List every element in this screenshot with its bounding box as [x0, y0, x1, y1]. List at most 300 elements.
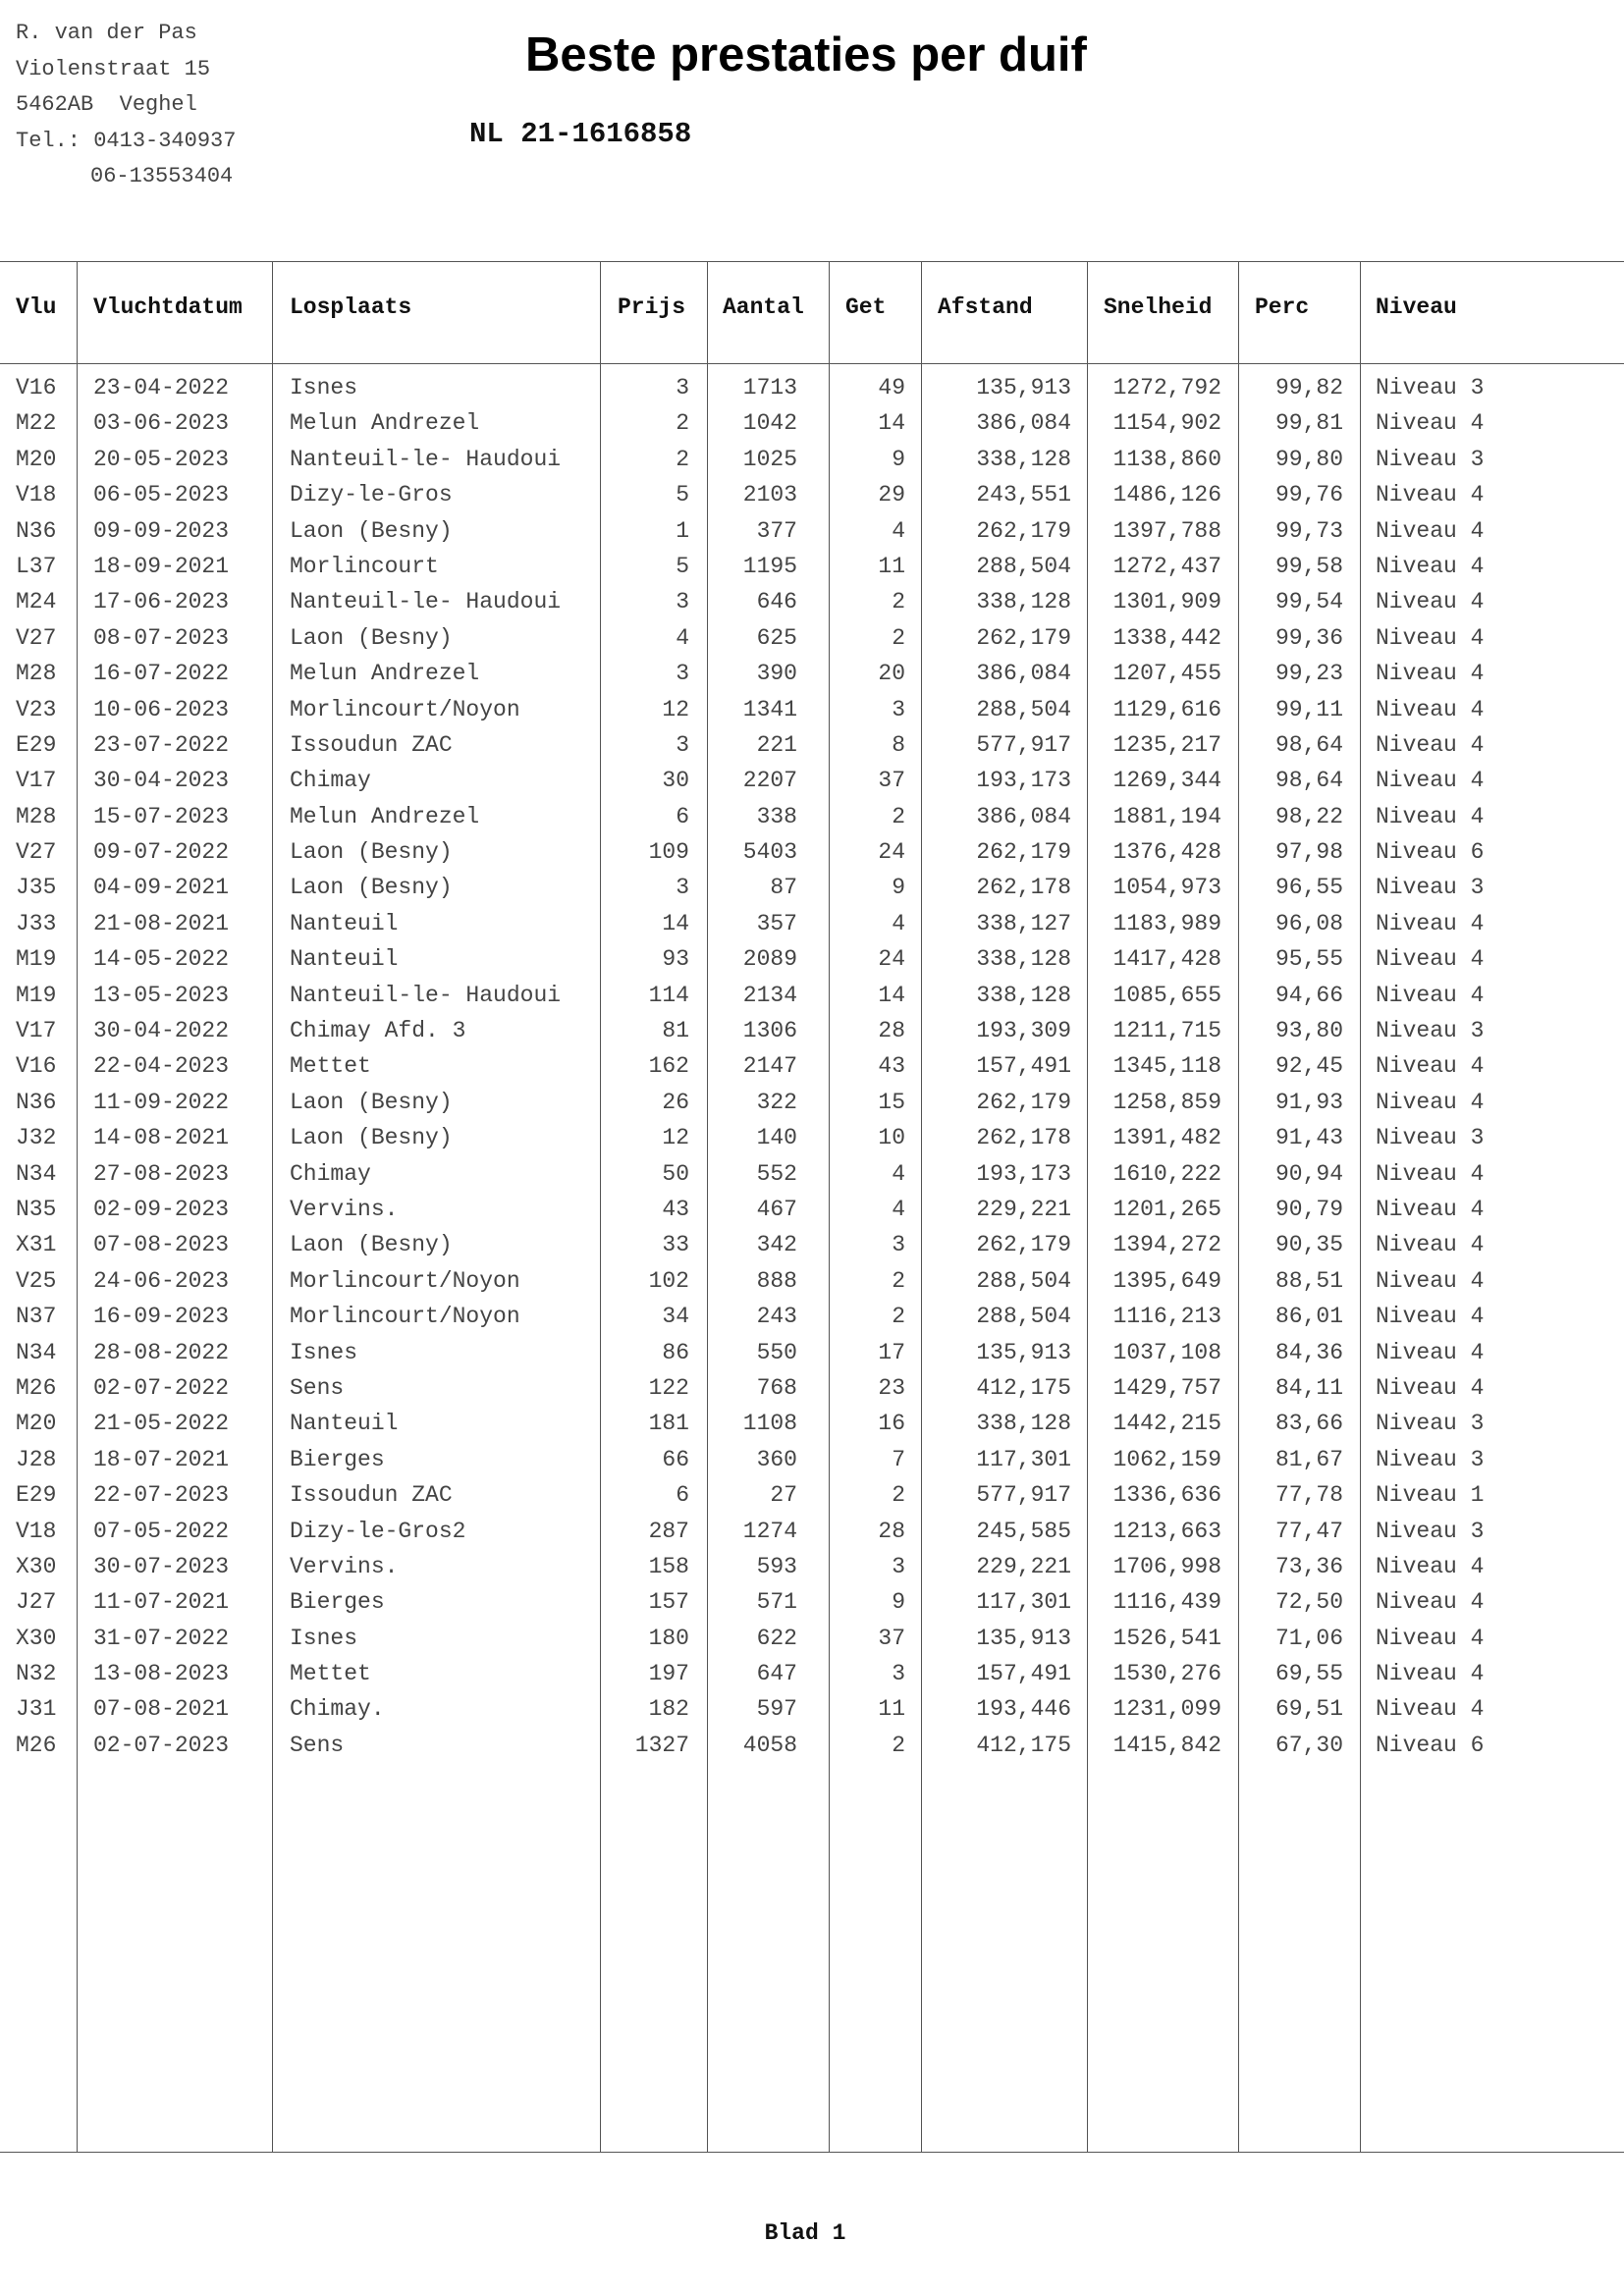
cell-get: 23 — [878, 1374, 905, 1401]
cell-losplaats: Isnes — [290, 375, 358, 400]
cell-vlu: V27 — [16, 624, 57, 651]
cell-perc: 91,93 — [1274, 1089, 1343, 1115]
cell-aantal: 597 — [756, 1696, 797, 1723]
cell-niveau: Niveau 4 — [1376, 661, 1485, 687]
cell-vlu: M19 — [16, 946, 57, 973]
cell-get: 9 — [892, 446, 905, 472]
cell-niveau: Niveau 4 — [1376, 410, 1485, 437]
table-row — [0, 1514, 1624, 1549]
cell-vluchtdatum: 07-08-2023 — [93, 1232, 230, 1258]
cell-snelheid: 1154,902 — [1112, 410, 1221, 437]
cell-afstand: 412,175 — [976, 1374, 1071, 1401]
cell-get: 2 — [892, 1267, 905, 1294]
cell-perc: 99,76 — [1274, 482, 1343, 508]
cell-aantal: 2207 — [742, 768, 797, 794]
cell-losplaats: Morlincourt/Noyon — [290, 696, 520, 722]
cell-niveau: Niveau 4 — [1376, 1696, 1485, 1723]
cell-get: 9 — [892, 875, 905, 901]
cell-afstand: 262,179 — [976, 624, 1071, 651]
cell-aantal: 2103 — [742, 482, 797, 508]
ring-number: NL 21-1616858 — [469, 118, 692, 150]
cell-vlu: M24 — [16, 589, 57, 615]
cell-perc: 71,06 — [1274, 1625, 1343, 1651]
cell-losplaats: Vervins. — [290, 1196, 399, 1222]
cell-vlu: J35 — [16, 875, 57, 901]
cell-afstand: 117,301 — [976, 1446, 1071, 1472]
table-row — [0, 370, 1624, 405]
table-row — [0, 763, 1624, 798]
cell-prijs: 34 — [662, 1304, 689, 1330]
cell-afstand: 229,221 — [976, 1196, 1071, 1222]
cell-get: 2 — [892, 1732, 905, 1758]
cell-snelheid: 1336,636 — [1112, 1482, 1221, 1509]
cell-vluchtdatum: 27-08-2023 — [93, 1160, 230, 1187]
cell-perc: 77,78 — [1274, 1482, 1343, 1509]
cell-niveau: Niveau 4 — [1376, 1339, 1485, 1365]
cell-afstand: 288,504 — [976, 1304, 1071, 1330]
cell-vlu: J32 — [16, 1125, 57, 1151]
cell-prijs: 287 — [648, 1518, 689, 1544]
cell-snelheid: 1054,973 — [1112, 875, 1221, 901]
cell-niveau: Niveau 4 — [1376, 589, 1485, 615]
cell-vluchtdatum: 24-06-2023 — [93, 1267, 230, 1294]
cell-snelheid: 1258,859 — [1112, 1089, 1221, 1115]
cell-perc: 91,43 — [1274, 1125, 1343, 1151]
column-header-snelheid: Snelheid — [1104, 294, 1213, 320]
cell-perc: 99,73 — [1274, 517, 1343, 544]
cell-niveau: Niveau 4 — [1376, 982, 1485, 1008]
cell-aantal: 647 — [756, 1661, 797, 1687]
cell-vlu: V25 — [16, 1267, 57, 1294]
cell-prijs: 3 — [676, 875, 689, 901]
cell-vluchtdatum: 11-09-2022 — [93, 1089, 230, 1115]
cell-prijs: 5 — [676, 553, 689, 579]
cell-get: 24 — [878, 946, 905, 973]
cell-get: 3 — [892, 1661, 905, 1687]
cell-losplaats: Laon (Besny) — [290, 624, 453, 651]
column-header-get: Get — [845, 294, 887, 320]
table-row — [0, 870, 1624, 905]
cell-vluchtdatum: 07-05-2022 — [93, 1518, 230, 1544]
cell-vlu: N35 — [16, 1196, 57, 1222]
cell-vluchtdatum: 13-05-2023 — [93, 982, 230, 1008]
address-phone: Tel.: 0413-340937 — [16, 128, 237, 153]
cell-snelheid: 1429,757 — [1112, 1374, 1221, 1401]
cell-niveau: Niveau 4 — [1376, 624, 1485, 651]
cell-vluchtdatum: 08-07-2023 — [93, 624, 230, 651]
cell-losplaats: Sens — [290, 1732, 345, 1758]
cell-prijs: 181 — [648, 1411, 689, 1437]
cell-perc: 99,23 — [1274, 661, 1343, 687]
cell-prijs: 14 — [662, 910, 689, 936]
cell-vlu: V16 — [16, 1053, 57, 1080]
cell-losplaats: Laon (Besny) — [290, 839, 453, 866]
cell-afstand: 245,585 — [976, 1518, 1071, 1544]
cell-vlu: N32 — [16, 1661, 57, 1687]
cell-afstand: 577,917 — [976, 1482, 1071, 1509]
cell-losplaats: Nanteuil — [290, 1411, 399, 1437]
cell-afstand: 412,175 — [976, 1732, 1071, 1758]
cell-snelheid: 1301,909 — [1112, 589, 1221, 615]
cell-prijs: 12 — [662, 696, 689, 722]
cell-vlu: N36 — [16, 1089, 57, 1115]
cell-afstand: 577,917 — [976, 731, 1071, 758]
cell-afstand: 338,128 — [976, 589, 1071, 615]
cell-losplaats: Morlincourt — [290, 553, 439, 579]
cell-niveau: Niveau 3 — [1376, 1518, 1485, 1544]
cell-vlu: J33 — [16, 910, 57, 936]
column-header-prijs: Prijs — [618, 294, 686, 320]
cell-niveau: Niveau 4 — [1376, 1553, 1485, 1579]
cell-afstand: 157,491 — [976, 1053, 1071, 1080]
cell-perc: 98,64 — [1274, 731, 1343, 758]
cell-prijs: 162 — [648, 1053, 689, 1080]
column-header-aantal: Aantal — [723, 294, 804, 320]
cell-vluchtdatum: 30-07-2023 — [93, 1553, 230, 1579]
cell-prijs: 1327 — [634, 1732, 689, 1758]
cell-snelheid: 1213,663 — [1112, 1518, 1221, 1544]
cell-get: 4 — [892, 517, 905, 544]
cell-afstand: 262,179 — [976, 1232, 1071, 1258]
cell-snelheid: 1235,217 — [1112, 731, 1221, 758]
table-row — [0, 1621, 1624, 1656]
cell-snelheid: 1183,989 — [1112, 910, 1221, 936]
cell-niveau: Niveau 4 — [1376, 517, 1485, 544]
cell-afstand: 157,491 — [976, 1661, 1071, 1687]
cell-aantal: 27 — [770, 1482, 797, 1509]
cell-prijs: 180 — [648, 1625, 689, 1651]
cell-vluchtdatum: 30-04-2022 — [93, 1018, 230, 1044]
cell-afstand: 243,551 — [976, 482, 1071, 508]
cell-aantal: 571 — [756, 1589, 797, 1616]
address-city: 5462AB Veghel — [16, 92, 197, 117]
cell-snelheid: 1391,482 — [1112, 1125, 1221, 1151]
cell-afstand: 262,178 — [976, 1125, 1071, 1151]
cell-vluchtdatum: 20-05-2023 — [93, 446, 230, 472]
cell-niveau: Niveau 4 — [1376, 946, 1485, 973]
cell-niveau: Niveau 3 — [1376, 875, 1485, 901]
cell-afstand: 193,446 — [976, 1696, 1071, 1723]
cell-aantal: 5403 — [742, 839, 797, 866]
cell-perc: 84,36 — [1274, 1339, 1343, 1365]
cell-perc: 97,98 — [1274, 839, 1343, 866]
cell-snelheid: 1376,428 — [1112, 839, 1221, 866]
cell-vluchtdatum: 23-07-2022 — [93, 731, 230, 758]
cell-get: 3 — [892, 696, 905, 722]
cell-afstand: 288,504 — [976, 1267, 1071, 1294]
cell-snelheid: 1272,792 — [1112, 375, 1221, 400]
cell-aantal: 243 — [756, 1304, 797, 1330]
cell-aantal: 342 — [756, 1232, 797, 1258]
cell-aantal: 1195 — [742, 553, 797, 579]
cell-vlu: J27 — [16, 1589, 57, 1616]
cell-prijs: 102 — [648, 1267, 689, 1294]
cell-losplaats: Mettet — [290, 1661, 371, 1687]
cell-niveau: Niveau 3 — [1376, 1411, 1485, 1437]
table-row — [0, 1406, 1624, 1441]
cell-get: 37 — [878, 768, 905, 794]
cell-afstand: 262,179 — [976, 517, 1071, 544]
table-row — [0, 620, 1624, 656]
table-row — [0, 1299, 1624, 1334]
table-row — [0, 1370, 1624, 1406]
cell-snelheid: 1345,118 — [1112, 1053, 1221, 1080]
cell-perc: 84,11 — [1274, 1374, 1343, 1401]
cell-snelheid: 1231,099 — [1112, 1696, 1221, 1723]
cell-losplaats: Chimay. — [290, 1696, 385, 1723]
cell-vlu: L37 — [16, 553, 57, 579]
cell-vlu: N37 — [16, 1304, 57, 1330]
cell-get: 4 — [892, 1196, 905, 1222]
cell-perc: 92,45 — [1274, 1053, 1343, 1080]
cell-aantal: 467 — [756, 1196, 797, 1222]
cell-get: 14 — [878, 982, 905, 1008]
cell-perc: 73,36 — [1274, 1553, 1343, 1579]
cell-afstand: 338,128 — [976, 446, 1071, 472]
cell-aantal: 1042 — [742, 410, 797, 437]
cell-perc: 93,80 — [1274, 1018, 1343, 1044]
cell-vlu: X31 — [16, 1232, 57, 1258]
cell-snelheid: 1394,272 — [1112, 1232, 1221, 1258]
cell-niveau: Niveau 4 — [1376, 1196, 1485, 1222]
cell-niveau: Niveau 6 — [1376, 839, 1485, 866]
cell-get: 43 — [878, 1053, 905, 1080]
cell-snelheid: 1530,276 — [1112, 1661, 1221, 1687]
cell-prijs: 109 — [648, 839, 689, 866]
cell-perc: 90,79 — [1274, 1196, 1343, 1222]
cell-vluchtdatum: 13-08-2023 — [93, 1661, 230, 1687]
cell-perc: 99,11 — [1274, 696, 1343, 722]
cell-prijs: 3 — [676, 731, 689, 758]
cell-niveau: Niveau 4 — [1376, 1625, 1485, 1651]
cell-snelheid: 1116,439 — [1112, 1589, 1221, 1616]
cell-snelheid: 1706,998 — [1112, 1553, 1221, 1579]
table-row — [0, 1085, 1624, 1120]
cell-aantal: 140 — [756, 1125, 797, 1151]
cell-snelheid: 1129,616 — [1112, 696, 1221, 722]
cell-aantal: 622 — [756, 1625, 797, 1651]
cell-prijs: 12 — [662, 1125, 689, 1151]
cell-perc: 96,55 — [1274, 875, 1343, 901]
cell-vluchtdatum: 17-06-2023 — [93, 589, 230, 615]
cell-perc: 95,55 — [1274, 946, 1343, 973]
cell-aantal: 550 — [756, 1339, 797, 1365]
cell-losplaats: Nanteuil-le- Haudoui — [290, 589, 562, 615]
cell-aantal: 322 — [756, 1089, 797, 1115]
cell-aantal: 1274 — [742, 1518, 797, 1544]
cell-vluchtdatum: 02-07-2022 — [93, 1374, 230, 1401]
page-number: Blad 1 — [764, 2220, 846, 2246]
cell-vlu: V27 — [16, 839, 57, 866]
cell-prijs: 33 — [662, 1232, 689, 1258]
table-row — [0, 549, 1624, 584]
cell-afstand: 338,128 — [976, 946, 1071, 973]
cell-snelheid: 1397,788 — [1112, 517, 1221, 544]
cell-vlu: M22 — [16, 410, 57, 437]
cell-snelheid: 1338,442 — [1112, 624, 1221, 651]
table-row — [0, 978, 1624, 1013]
cell-snelheid: 1138,860 — [1112, 446, 1221, 472]
cell-get: 2 — [892, 1304, 905, 1330]
cell-prijs: 157 — [648, 1589, 689, 1616]
cell-get: 9 — [892, 1589, 905, 1616]
cell-vluchtdatum: 06-05-2023 — [93, 482, 230, 508]
table-row — [0, 941, 1624, 977]
cell-afstand: 135,913 — [976, 1339, 1071, 1365]
cell-losplaats: Laon (Besny) — [290, 1125, 453, 1151]
cell-get: 16 — [878, 1411, 905, 1437]
table-row — [0, 1549, 1624, 1584]
cell-vluchtdatum: 30-04-2023 — [93, 768, 230, 794]
cell-prijs: 182 — [648, 1696, 689, 1723]
cell-niveau: Niveau 3 — [1376, 1018, 1485, 1044]
sender-address — [16, 16, 236, 195]
cell-losplaats: Isnes — [290, 1339, 358, 1365]
cell-vluchtdatum: 18-09-2021 — [93, 553, 230, 579]
cell-vlu: V18 — [16, 1518, 57, 1544]
cell-snelheid: 1526,541 — [1112, 1625, 1221, 1651]
cell-vluchtdatum: 09-09-2023 — [93, 517, 230, 544]
cell-perc: 81,67 — [1274, 1446, 1343, 1472]
cell-afstand: 262,178 — [976, 875, 1071, 901]
cell-get: 49 — [878, 375, 905, 400]
cell-get: 2 — [892, 624, 905, 651]
column-header-afstand: Afstand — [938, 294, 1033, 320]
results-table-body — [0, 370, 1624, 1763]
cell-afstand: 386,084 — [976, 803, 1071, 829]
cell-afstand: 262,179 — [976, 1089, 1071, 1115]
cell-vlu: N34 — [16, 1339, 57, 1365]
cell-vlu: E29 — [16, 731, 57, 758]
cell-get: 28 — [878, 1018, 905, 1044]
cell-niveau: Niveau 4 — [1376, 1267, 1485, 1294]
cell-get: 8 — [892, 731, 905, 758]
cell-perc: 99,81 — [1274, 410, 1343, 437]
cell-perc: 77,47 — [1274, 1518, 1343, 1544]
cell-losplaats: Issoudun ZAC — [290, 731, 453, 758]
cell-perc: 72,50 — [1274, 1589, 1343, 1616]
cell-niveau: Niveau 4 — [1376, 1304, 1485, 1330]
cell-losplaats: Chimay Afd. 3 — [290, 1018, 466, 1044]
cell-losplaats: Bierges — [290, 1446, 385, 1472]
cell-niveau: Niveau 3 — [1376, 446, 1485, 472]
table-row — [0, 405, 1624, 441]
cell-prijs: 158 — [648, 1553, 689, 1579]
cell-aantal: 221 — [756, 731, 797, 758]
cell-prijs: 197 — [648, 1661, 689, 1687]
cell-prijs: 6 — [676, 803, 689, 829]
cell-snelheid: 1085,655 — [1112, 982, 1221, 1008]
cell-niveau: Niveau 4 — [1376, 696, 1485, 722]
column-header-vlu: Vlu — [16, 294, 57, 320]
cell-perc: 99,54 — [1274, 589, 1343, 615]
cell-losplaats: Isnes — [290, 1625, 358, 1651]
cell-losplaats: Morlincourt/Noyon — [290, 1304, 520, 1330]
cell-perc: 67,30 — [1274, 1732, 1343, 1758]
table-row — [0, 692, 1624, 727]
cell-vluchtdatum: 15-07-2023 — [93, 803, 230, 829]
cell-vluchtdatum: 22-04-2023 — [93, 1053, 230, 1080]
cell-vlu: V23 — [16, 696, 57, 722]
cell-niveau: Niveau 4 — [1376, 1089, 1485, 1115]
cell-prijs: 6 — [676, 1482, 689, 1509]
cell-vlu: V17 — [16, 768, 57, 794]
cell-vlu: J31 — [16, 1696, 57, 1723]
cell-niveau: Niveau 4 — [1376, 1053, 1485, 1080]
cell-vluchtdatum: 02-07-2023 — [93, 1732, 230, 1758]
cell-aantal: 593 — [756, 1553, 797, 1579]
table-row — [0, 1227, 1624, 1262]
cell-vluchtdatum: 10-06-2023 — [93, 696, 230, 722]
cell-snelheid: 1201,265 — [1112, 1196, 1221, 1222]
cell-afstand: 288,504 — [976, 553, 1071, 579]
cell-get: 11 — [878, 1696, 905, 1723]
cell-losplaats: Vervins. — [290, 1553, 399, 1579]
cell-snelheid: 1037,108 — [1112, 1339, 1221, 1365]
cell-vluchtdatum: 14-05-2022 — [93, 946, 230, 973]
cell-prijs: 114 — [648, 982, 689, 1008]
cell-niveau: Niveau 4 — [1376, 768, 1485, 794]
cell-afstand: 193,173 — [976, 768, 1071, 794]
cell-aantal: 1713 — [742, 375, 797, 400]
column-header-vluchtdatum: Vluchtdatum — [93, 294, 243, 320]
cell-niveau: Niveau 4 — [1376, 482, 1485, 508]
cell-afstand: 229,221 — [976, 1553, 1071, 1579]
cell-niveau: Niveau 4 — [1376, 803, 1485, 829]
cell-prijs: 4 — [676, 624, 689, 651]
cell-afstand: 338,127 — [976, 910, 1071, 936]
cell-vlu: N36 — [16, 517, 57, 544]
cell-losplaats: Chimay — [290, 1160, 371, 1187]
table-row — [0, 727, 1624, 763]
cell-losplaats: Laon (Besny) — [290, 1089, 453, 1115]
address-mobile: 06-13553404 — [90, 164, 234, 188]
cell-losplaats: Chimay — [290, 768, 371, 794]
cell-get: 11 — [878, 553, 905, 579]
table-row — [0, 1728, 1624, 1763]
cell-prijs: 86 — [662, 1339, 689, 1365]
cell-prijs: 122 — [648, 1374, 689, 1401]
cell-perc: 99,36 — [1274, 624, 1343, 651]
cell-perc: 86,01 — [1274, 1304, 1343, 1330]
cell-aantal: 87 — [770, 875, 797, 901]
cell-snelheid: 1610,222 — [1112, 1160, 1221, 1187]
cell-prijs: 5 — [676, 482, 689, 508]
table-row — [0, 442, 1624, 477]
cell-niveau: Niveau 3 — [1376, 1446, 1485, 1472]
table-row — [0, 1048, 1624, 1084]
cell-vlu: M19 — [16, 982, 57, 1008]
cell-perc: 99,58 — [1274, 553, 1343, 579]
address-street: Violenstraat 15 — [16, 56, 211, 81]
cell-get: 37 — [878, 1625, 905, 1651]
cell-perc: 99,82 — [1274, 375, 1343, 400]
cell-aantal: 625 — [756, 624, 797, 651]
cell-prijs: 3 — [676, 589, 689, 615]
cell-afstand: 262,179 — [976, 839, 1071, 866]
cell-get: 24 — [878, 839, 905, 866]
cell-snelheid: 1415,842 — [1112, 1732, 1221, 1758]
cell-perc: 90,35 — [1274, 1232, 1343, 1258]
cell-prijs: 50 — [662, 1160, 689, 1187]
cell-snelheid: 1395,649 — [1112, 1267, 1221, 1294]
cell-afstand: 193,173 — [976, 1160, 1071, 1187]
cell-perc: 69,55 — [1274, 1661, 1343, 1687]
cell-afstand: 338,128 — [976, 982, 1071, 1008]
cell-losplaats: Dizy-le-Gros — [290, 482, 453, 508]
cell-vluchtdatum: 31-07-2022 — [93, 1625, 230, 1651]
cell-get: 2 — [892, 589, 905, 615]
